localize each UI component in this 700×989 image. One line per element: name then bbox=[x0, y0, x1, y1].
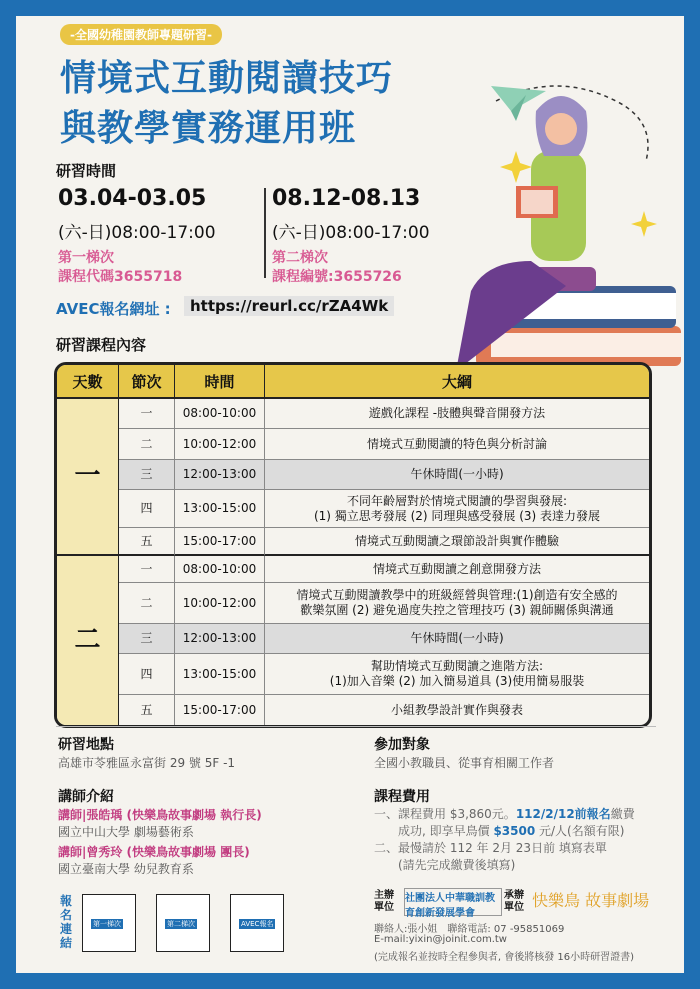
table-row bbox=[57, 654, 649, 695]
table-row bbox=[57, 490, 649, 528]
topic-cell: 幫助情境式互動閱讀之進階方法: (1)加入音樂 (2) 加入簡易道具 (3)使用簡易服裝 bbox=[265, 654, 649, 695]
session1-dates: 03.04-03.05 bbox=[58, 186, 207, 211]
period-cell: 三 bbox=[119, 624, 175, 654]
period-cell: 一 bbox=[119, 556, 175, 583]
session-divider bbox=[264, 188, 266, 278]
instructors-label: 講師介紹 bbox=[58, 789, 114, 805]
topic-cell: 午休時間(一小時) bbox=[265, 624, 649, 654]
topic-cell: 遊戲化課程 -肢體與聲音開發方法 bbox=[265, 399, 649, 429]
period-cell: 三 bbox=[119, 460, 175, 490]
time-cell: 08:00-10:00 bbox=[175, 556, 265, 583]
certificate-note: (完成報名並按時全程參與者, 會後將核發 16小時研習證書) bbox=[374, 952, 635, 963]
time-cell: 15:00-17:00 bbox=[175, 528, 265, 556]
time-cell: 10:00-12:00 bbox=[175, 583, 265, 624]
title-line-1: 情境式互動閱讀技巧 bbox=[60, 58, 394, 99]
registration-qr-label: 報名連結 bbox=[59, 894, 72, 950]
topic-cell: 情境式互動閱讀的特色與分析討論 bbox=[265, 429, 649, 460]
qr-code-avec[interactable]: AVEC報名 bbox=[230, 894, 284, 952]
table-header bbox=[57, 365, 649, 399]
registration-label: AVEC報名網址 : bbox=[56, 300, 171, 318]
table-row bbox=[57, 695, 649, 725]
contact-email: E-mail:yixin@joinit.com.tw bbox=[374, 934, 507, 945]
table-row bbox=[57, 528, 649, 556]
table-row bbox=[57, 429, 649, 460]
audience-label: 參加對象 bbox=[374, 737, 430, 753]
table-row bbox=[57, 556, 649, 583]
co-organizer-label: 承辦單位 bbox=[504, 890, 524, 913]
course-schedule-table bbox=[54, 362, 652, 728]
header-period: 節次 bbox=[119, 365, 175, 399]
topic-cell: 午休時間(一小時) bbox=[265, 460, 649, 490]
section-divider bbox=[56, 726, 656, 727]
instructor-1-affiliation: 國立中山大學 劇場藝術系 bbox=[58, 825, 194, 839]
session1-time: (六-日)08:00-17:00 bbox=[58, 223, 216, 243]
flyer bbox=[16, 16, 684, 973]
table-row bbox=[57, 624, 649, 654]
contact-line: 聯絡人:張小姐 聯絡電話: 07 -95851069 bbox=[374, 924, 565, 935]
session2-time: (六-日)08:00-17:00 bbox=[272, 223, 430, 243]
table-row bbox=[57, 460, 649, 490]
topic-cell: 不同年齡層對於情境式閱讀的學習與發展: (1) 獨立思考發展 (2) 同理與感受發展 (3) 表達力發展 bbox=[265, 490, 649, 528]
series-tag: -全國幼稚園教師專題研習- bbox=[60, 24, 222, 45]
period-cell: 五 bbox=[119, 528, 175, 556]
day-2-cell: 二 bbox=[57, 556, 119, 725]
period-cell: 五 bbox=[119, 695, 175, 725]
audience-text: 全國小教職員、從事育相關工作者 bbox=[374, 756, 555, 770]
time-cell: 12:00-13:00 bbox=[175, 460, 265, 490]
period-cell: 四 bbox=[119, 654, 175, 695]
table-row bbox=[57, 399, 649, 429]
qr-code-session2[interactable]: 第二梯次 bbox=[156, 894, 210, 952]
fee-label: 課程費用 bbox=[374, 789, 430, 805]
time-cell: 15:00-17:00 bbox=[175, 695, 265, 725]
instructor-2-name: 講師|曾秀玲 (快樂鳥故事劇場 團長) bbox=[58, 845, 250, 859]
fee-details: 一、課程費用 $3,860元。112/2/12前報名繳費 成功, 即享早鳥價 $3500 元/人(名額有限) 二、最慢請於 112 年 2月 23日前 填寫表單 (請先完成繳費後填寫) bbox=[374, 807, 635, 872]
title-line-2: 與教學實務運用班 bbox=[60, 108, 357, 149]
session2-name: 第二梯次 bbox=[272, 250, 328, 266]
co-org-logo: 快樂鳥 故事劇場 bbox=[532, 891, 650, 910]
instructor-1-name: 講師|張皓瑀 (快樂鳥故事劇場 執行長) bbox=[58, 808, 262, 822]
topic-cell: 情境式互動閱讀教學中的班級經營與管理:(1)創造有安全感的 歡樂氛圍 (2) 避免過度失控之管理技巧 (3) 親師關係與溝通 bbox=[265, 583, 649, 624]
session1-name: 第一梯次 bbox=[58, 250, 114, 266]
period-cell: 二 bbox=[119, 583, 175, 624]
period-cell: 四 bbox=[119, 490, 175, 528]
venue-label: 研習地點 bbox=[58, 737, 114, 753]
time-cell: 12:00-13:00 bbox=[175, 624, 265, 654]
time-cell: 10:00-12:00 bbox=[175, 429, 265, 460]
session1-code: 課程代碼3655718 bbox=[58, 269, 183, 285]
time-cell: 13:00-15:00 bbox=[175, 654, 265, 695]
time-cell: 13:00-15:00 bbox=[175, 490, 265, 528]
header-time: 時間 bbox=[175, 365, 265, 399]
header-outline: 大綱 bbox=[265, 365, 649, 399]
period-cell: 二 bbox=[119, 429, 175, 460]
header-day: 天數 bbox=[57, 365, 119, 399]
host-org-logo: 社團法人中華職訓教育創新發展學會 bbox=[404, 888, 502, 916]
topic-cell: 情境式互動閱讀之環節設計與實作體驗 bbox=[265, 528, 649, 556]
session2-dates: 08.12-08.13 bbox=[272, 186, 421, 211]
time-cell: 08:00-10:00 bbox=[175, 399, 265, 429]
instructor-2-affiliation: 國立臺南大學 幼兒教育系 bbox=[58, 862, 194, 876]
registration-url[interactable]: https://reurl.cc/rZA4Wk bbox=[184, 296, 394, 316]
course-content-label: 研習課程內容 bbox=[56, 336, 147, 354]
topic-cell: 情境式互動閱讀之創意開發方法 bbox=[265, 556, 649, 583]
organizer-label: 主辦單位 bbox=[374, 890, 394, 913]
training-time-label: 研習時間 bbox=[56, 162, 117, 180]
topic-cell: 小組教學設計實作與發表 bbox=[390, 702, 523, 717]
period-cell: 一 bbox=[119, 399, 175, 429]
reading-woman-illustration bbox=[416, 71, 684, 371]
session2-code: 課程編號:3655726 bbox=[272, 269, 402, 285]
table-row bbox=[57, 583, 649, 624]
day-1-cell: 一 bbox=[57, 399, 119, 556]
qr-code-session1[interactable]: 第一梯次 bbox=[82, 894, 136, 952]
venue-address: 高雄市苓雅區永富街 29 號 5F -1 bbox=[58, 756, 236, 770]
